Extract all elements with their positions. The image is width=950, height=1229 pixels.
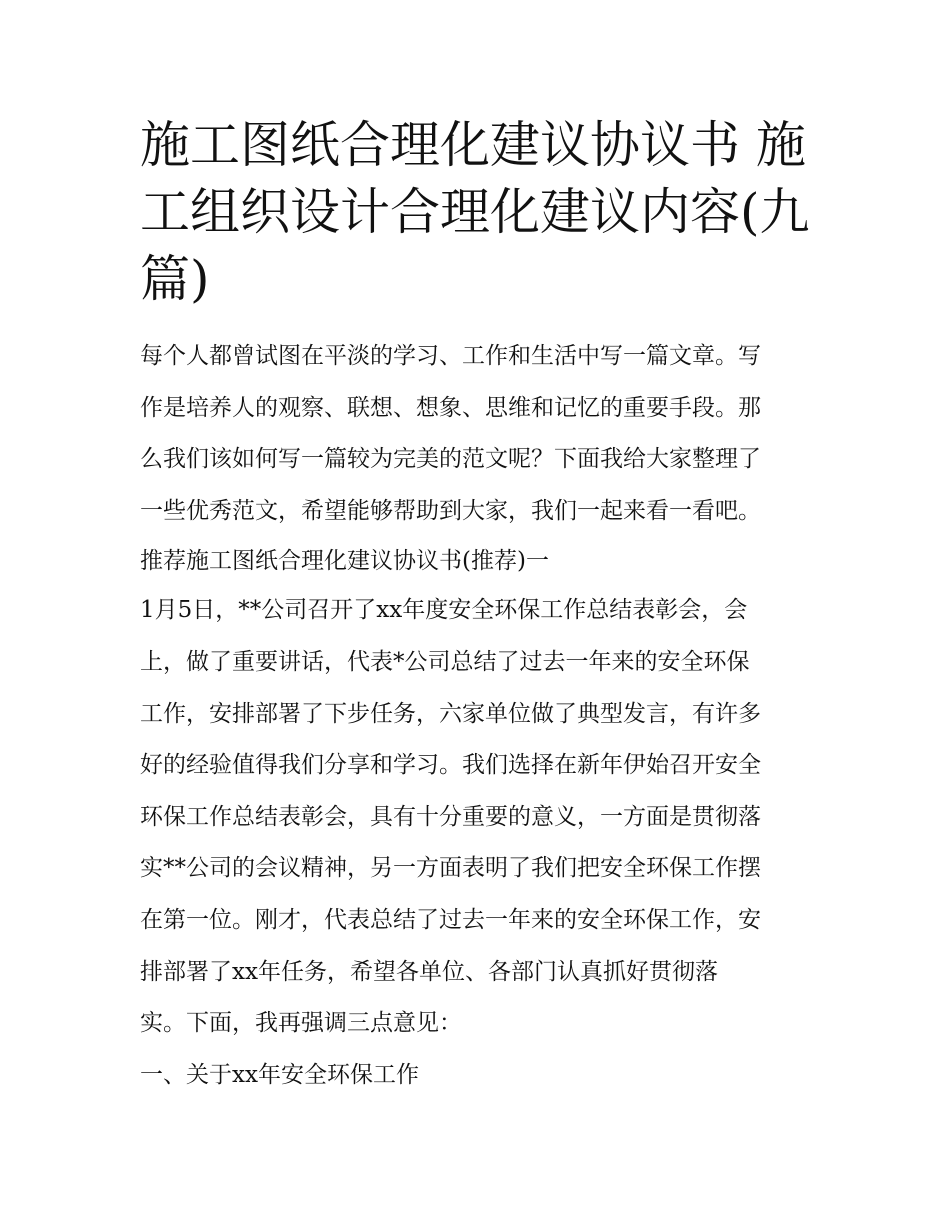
- document-title: [140, 112, 820, 313]
- paragraph-line-7: 在第一位。刚才，代表总结了过去一年来的安全环保工作，安: [140, 906, 761, 933]
- paragraph-line-6: 实**公司的会议精神，另一方面表明了我们把安全环保工作摆: [140, 855, 761, 882]
- paragraph-line-1: 1月5日，**公司召开了xx年度安全环保工作总结表彰会，会: [140, 597, 748, 624]
- paragraph-line-3: 工作，安排部署了下步任务，六家单位做了典型发言，有许多: [140, 700, 761, 727]
- paragraph-line-4: 好的经验值得我们分享和学习。我们选择在新年伊始召开安全: [140, 752, 761, 779]
- intro-line-3: 么我们该如何写一篇较为完美的范文呢？下面我给大家整理了: [140, 446, 761, 473]
- paragraph-line-9: 实。下面，我再强调三点意见：: [140, 1010, 462, 1037]
- title-line-2: 工组织设计合理化建议内容(九: [140, 183, 810, 241]
- title-line-1: 施工图纸合理化建议协议书 施: [140, 116, 806, 174]
- subheading-line: 一、关于xx年安全环保工作: [140, 1061, 419, 1088]
- paragraph-line-5: 环保工作总结表彰会，具有十分重要的意义，一方面是贯彻落: [140, 803, 761, 830]
- intro-line-1: 每个人都曾试图在平淡的学习、工作和生活中写一篇文章。写: [140, 343, 761, 369]
- document-body: [140, 331, 820, 1101]
- paragraph-line-8: 排部署了xx年任务，希望各单位、各部门认真抓好贯彻落: [140, 958, 718, 985]
- section-heading: 推荐施工图纸合理化建议协议书(推荐)一: [140, 548, 549, 575]
- intro-line-4: 一些优秀范文，希望能够帮助到大家，我们一起来看一看吧。: [140, 497, 761, 524]
- title-line-3: 篇): [140, 250, 210, 308]
- paragraph-line-2: 上，做了重要讲话，代表*公司总结了过去一年来的安全环保: [140, 648, 750, 675]
- intro-line-2: 作是培养人的观察、联想、想象、思维和记忆的重要手段。那: [140, 394, 761, 421]
- document-content: [140, 112, 820, 1101]
